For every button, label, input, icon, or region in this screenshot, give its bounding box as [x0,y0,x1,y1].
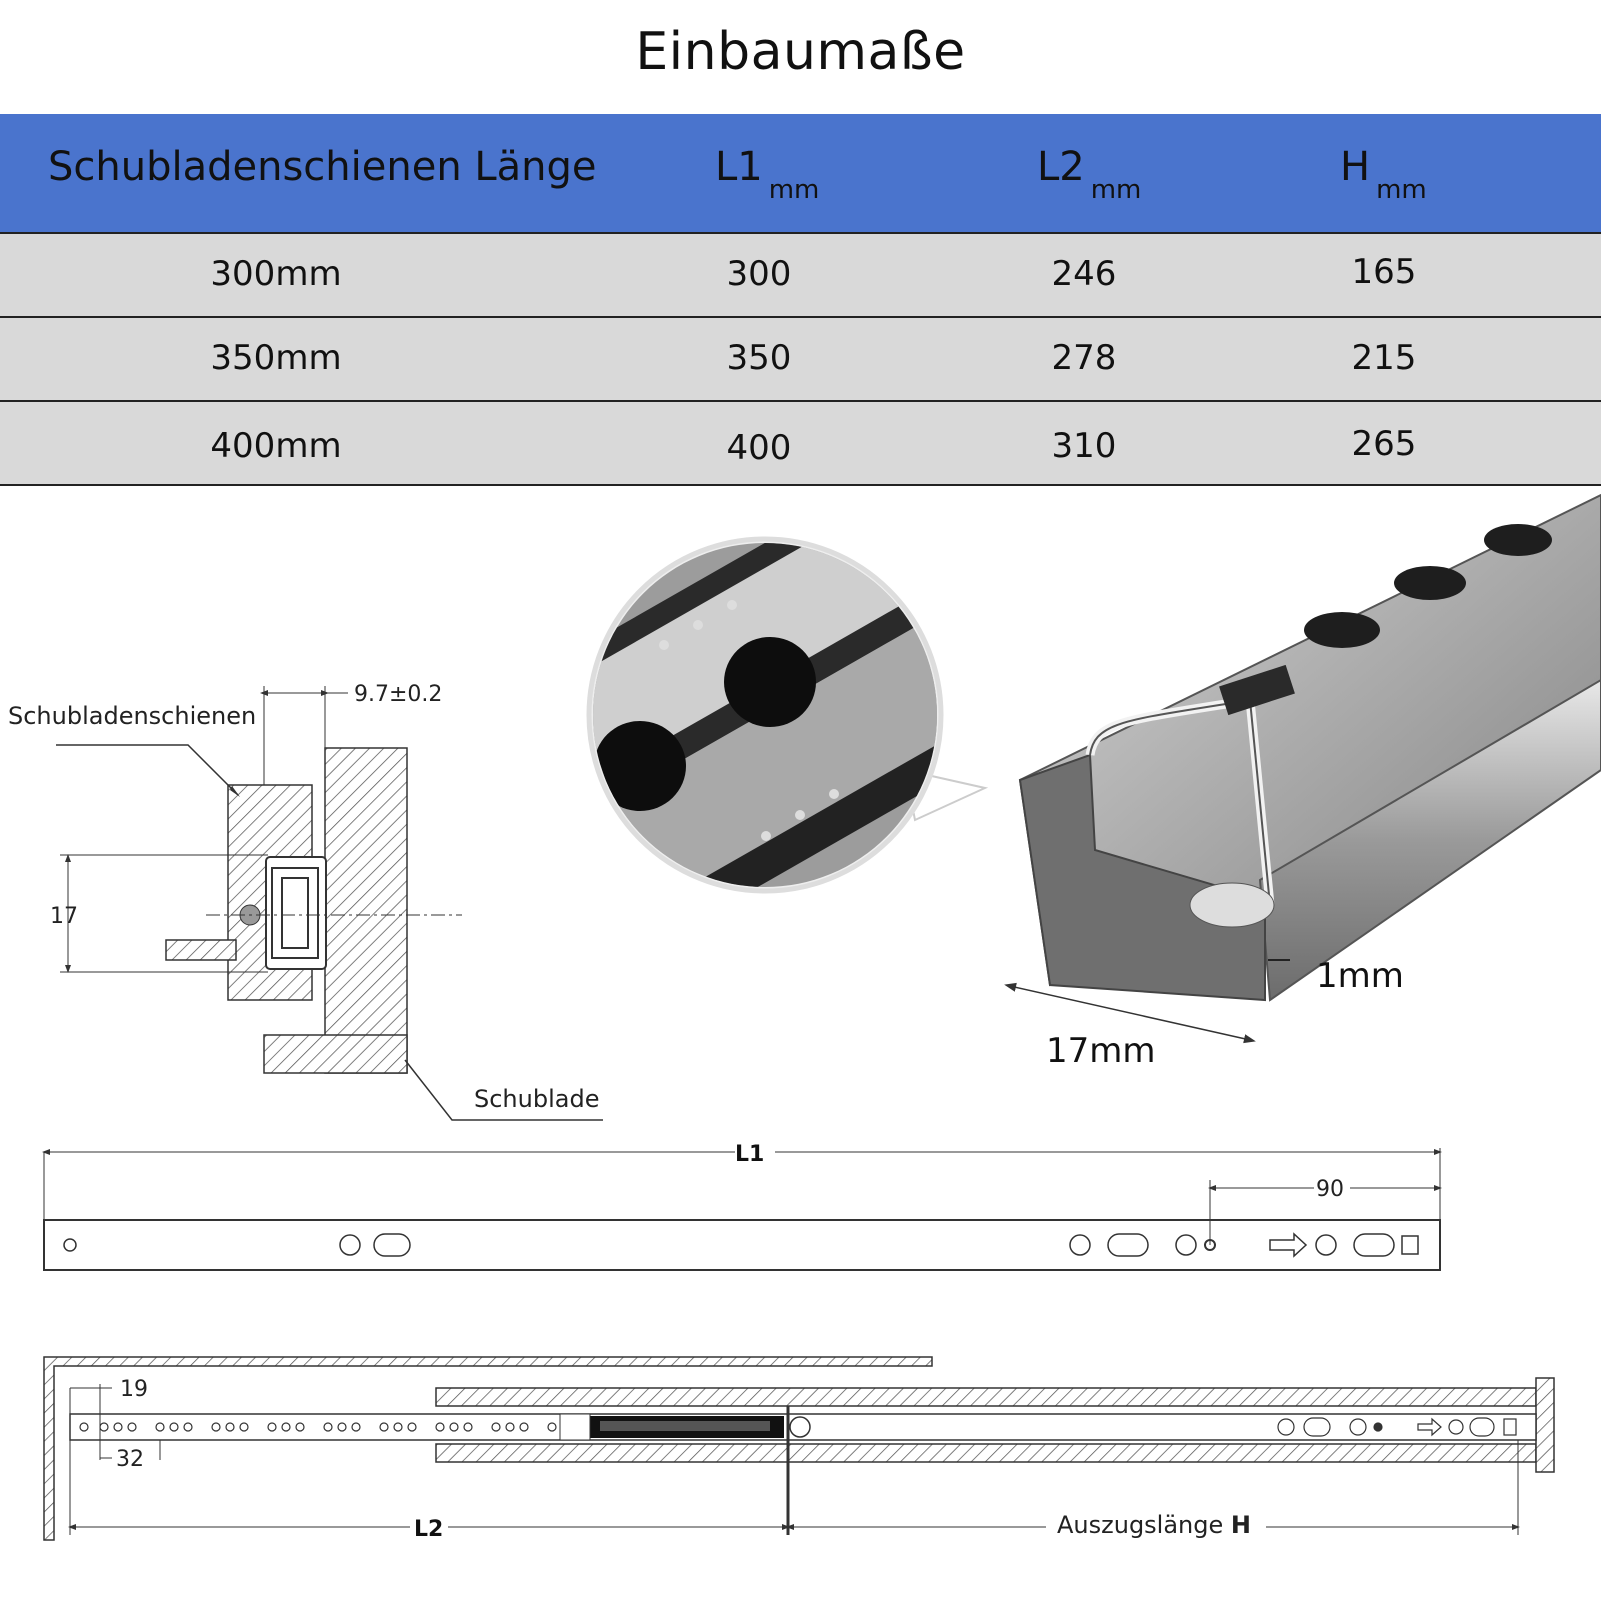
width-label: 17mm [1046,1031,1156,1071]
drawer-upper [436,1388,1536,1406]
rail-top-outline [44,1220,1440,1270]
rail-mount-foot [166,940,236,960]
drawer-bottom [264,1035,407,1073]
cell-h: 265 [1351,424,1417,464]
drawer-front [1536,1378,1554,1472]
rail-photo [1010,495,1601,1071]
dim-32-label: 32 [116,1447,144,1472]
cell-length: 350mm [210,338,342,378]
cell-h: 215 [1351,338,1417,378]
header-length: Schubladenschienen Länge [48,144,597,190]
dim-l1-label: L1 [735,1142,765,1167]
cell-l1: 350 [726,338,792,378]
top-view-diagram [44,1142,1440,1270]
cell-h: 165 [1351,252,1417,292]
dim-90-label: 90 [1316,1177,1344,1202]
drawer-label: Schublade [474,1085,600,1113]
header-l2: L2 $_{mm}$ [1037,144,1142,205]
side-view-diagram [44,1357,1554,1542]
rail-label: Schubladenschienen [8,702,257,730]
cell-l2: 246 [1051,254,1117,294]
thickness-label: 1mm [1316,956,1404,996]
cross-section-diagram [8,682,603,1120]
cell-l1: 300 [726,254,792,294]
header-h: H $_{mm}$ [1340,144,1427,205]
magnified-detail [560,420,985,1000]
cell-length: 400mm [210,426,342,466]
extension-label: Auszugslänge H [1057,1511,1251,1539]
dim-l2-label: L2 [414,1517,444,1542]
cell-l2: 310 [1051,426,1117,466]
drawer-side [325,748,407,1073]
page-title: Einbaumaße [635,22,966,82]
cell-l2: 278 [1051,338,1117,378]
dim-gap-label: 9.7±0.2 [354,682,443,707]
header-l1: L1 $_{mm}$ [715,144,820,205]
cell-length: 300mm [210,254,342,294]
dim-height-label: 17 [50,904,78,929]
cell-l1: 400 [726,428,792,468]
dim-19-label: 19 [120,1377,148,1402]
drawer-lower [436,1444,1536,1462]
